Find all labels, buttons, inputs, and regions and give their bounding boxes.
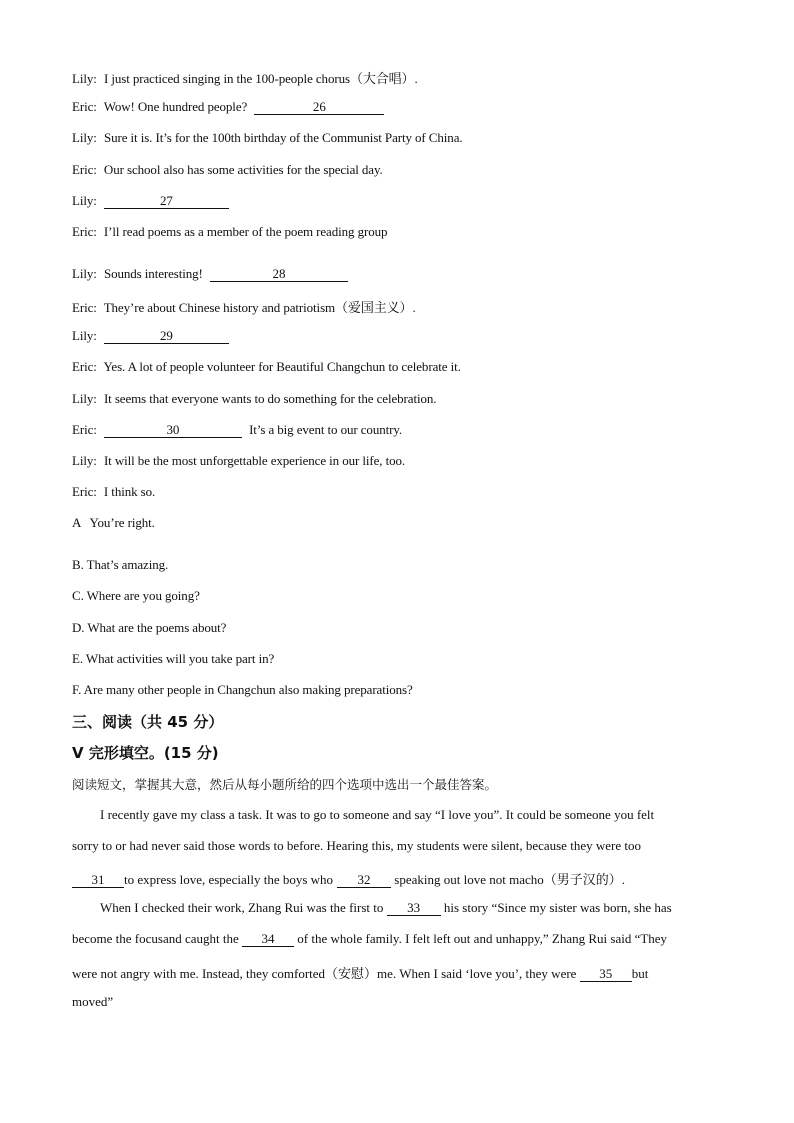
answer-blank-29[interactable]: 29 xyxy=(104,329,229,344)
speaker-label: Lily: xyxy=(72,130,97,145)
dialogue-text: They’re about Chinese history and patriotism（爱国主义）. xyxy=(103,300,416,315)
passage-line: I recently gave my class a task. It was to go to someone and say “I love you”. It could be someone you felt xyxy=(100,807,655,822)
option-d: D. What are the poems about? xyxy=(72,620,227,635)
dialogue-text: It will be the most unforgettable experience in our life, too. xyxy=(103,453,406,468)
speaker-label: Eric: xyxy=(72,224,97,239)
dialogue-line xyxy=(72,266,348,282)
dialogue-text: Sure it is. It’s for the 100th birthday of the Communist Party of China. xyxy=(103,130,463,145)
passage-text: When I checked their work, Zhang Rui was the first to xyxy=(100,900,384,915)
speaker-label: Lily: xyxy=(72,71,97,86)
speaker-label: Lily: xyxy=(72,328,97,343)
dialogue-line xyxy=(72,453,405,469)
speaker-label: Eric: xyxy=(72,484,97,499)
dialogue-text: Yes. A lot of people volunteer for Beautiful Changchun to celebrate it. xyxy=(103,359,461,374)
option-c: C. Where are you going? xyxy=(72,588,200,603)
speaker-label: Eric: xyxy=(72,359,97,374)
subsection-title: V 完形填空。(15 分) xyxy=(72,744,219,762)
dialogue-line xyxy=(72,359,461,375)
dialogue-text: Sounds interesting! xyxy=(103,266,203,281)
dialogue-line xyxy=(72,391,436,407)
dialogue-text: It’s a big event to our country. xyxy=(249,422,403,437)
dialogue-text: Our school also has some activities for the special day. xyxy=(103,162,383,177)
passage-line xyxy=(72,869,625,888)
option-b: B. That’s amazing. xyxy=(72,557,169,572)
speaker-label: Eric: xyxy=(72,99,97,114)
answer-blank-28[interactable]: 28 xyxy=(210,267,348,282)
passage-line xyxy=(100,900,672,916)
option-e: E. What activities will you take part in? xyxy=(72,651,275,666)
answer-blank-33[interactable]: 33 xyxy=(387,901,441,916)
dialogue-line xyxy=(72,484,155,500)
dialogue-line xyxy=(72,68,418,87)
speaker-label: Eric: xyxy=(72,422,97,437)
dialogue-line xyxy=(72,422,402,438)
dialogue-text: I think so. xyxy=(103,484,156,499)
passage-text: were not angry with me. Instead, they comforted（安慰）me. When I said ‘love you’, they were xyxy=(72,966,577,981)
instruction-text: 阅读短文，掌握其大意，然后从每小题所给的四个选项中选出一个最佳答案。 xyxy=(72,777,498,792)
passage-line xyxy=(72,931,667,947)
answer-blank-26[interactable]: 26 xyxy=(254,100,384,115)
dialogue-line xyxy=(72,130,463,146)
dialogue-text: Wow! One hundred people? xyxy=(103,99,248,114)
passage-text: speaking out love not macho（男子汉的）. xyxy=(394,872,626,887)
section-title: 三、阅读（共 45 分） xyxy=(72,713,224,731)
passage-text: become the focusand caught the xyxy=(72,931,239,946)
passage-line xyxy=(72,963,648,982)
speaker-label: Lily: xyxy=(72,193,97,208)
dialogue-line xyxy=(72,99,384,115)
dialogue-line xyxy=(72,224,387,240)
answer-blank-27[interactable]: 27 xyxy=(104,194,229,209)
passage-line: sorry to or had never said those words to before. Hearing this, my students were silent, because they were too xyxy=(72,838,641,853)
dialogue-line xyxy=(72,193,229,209)
answer-blank-34[interactable]: 34 xyxy=(242,932,294,947)
dialogue-text: I’ll read poems as a member of the poem reading group xyxy=(103,224,388,239)
dialogue-line xyxy=(72,328,229,344)
option-f: F. Are many other people in Changchun also making preparations? xyxy=(72,682,413,697)
dialogue-line xyxy=(72,297,416,316)
passage-text: but xyxy=(631,966,649,981)
passage-text: to express love, especially the boys who xyxy=(124,872,334,887)
dialogue-text: I just practiced singing in the 100-people chorus（大合唱）. xyxy=(103,71,418,86)
speaker-label: Lily: xyxy=(72,453,97,468)
answer-blank-35[interactable]: 35 xyxy=(580,967,632,982)
answer-blank-32[interactable]: 32 xyxy=(337,873,391,888)
answer-blank-30[interactable]: 30 xyxy=(104,423,242,438)
passage-text: his story “Since my sister was born, she has xyxy=(443,900,672,915)
speaker-label: Eric: xyxy=(72,300,97,315)
passage-text: of the whole family. I felt left out and unhappy,” Zhang Rui said “They xyxy=(297,931,668,946)
option-a: A You’re right. xyxy=(72,515,155,530)
dialogue-line xyxy=(72,162,383,178)
answer-blank-31[interactable]: 31 xyxy=(72,873,124,888)
speaker-label: Lily: xyxy=(72,266,97,281)
speaker-label: Lily: xyxy=(72,391,97,406)
speaker-label: Eric: xyxy=(72,162,97,177)
dialogue-text: It seems that everyone wants to do something for the celebration. xyxy=(103,391,437,406)
passage-line: moved” xyxy=(72,994,114,1009)
